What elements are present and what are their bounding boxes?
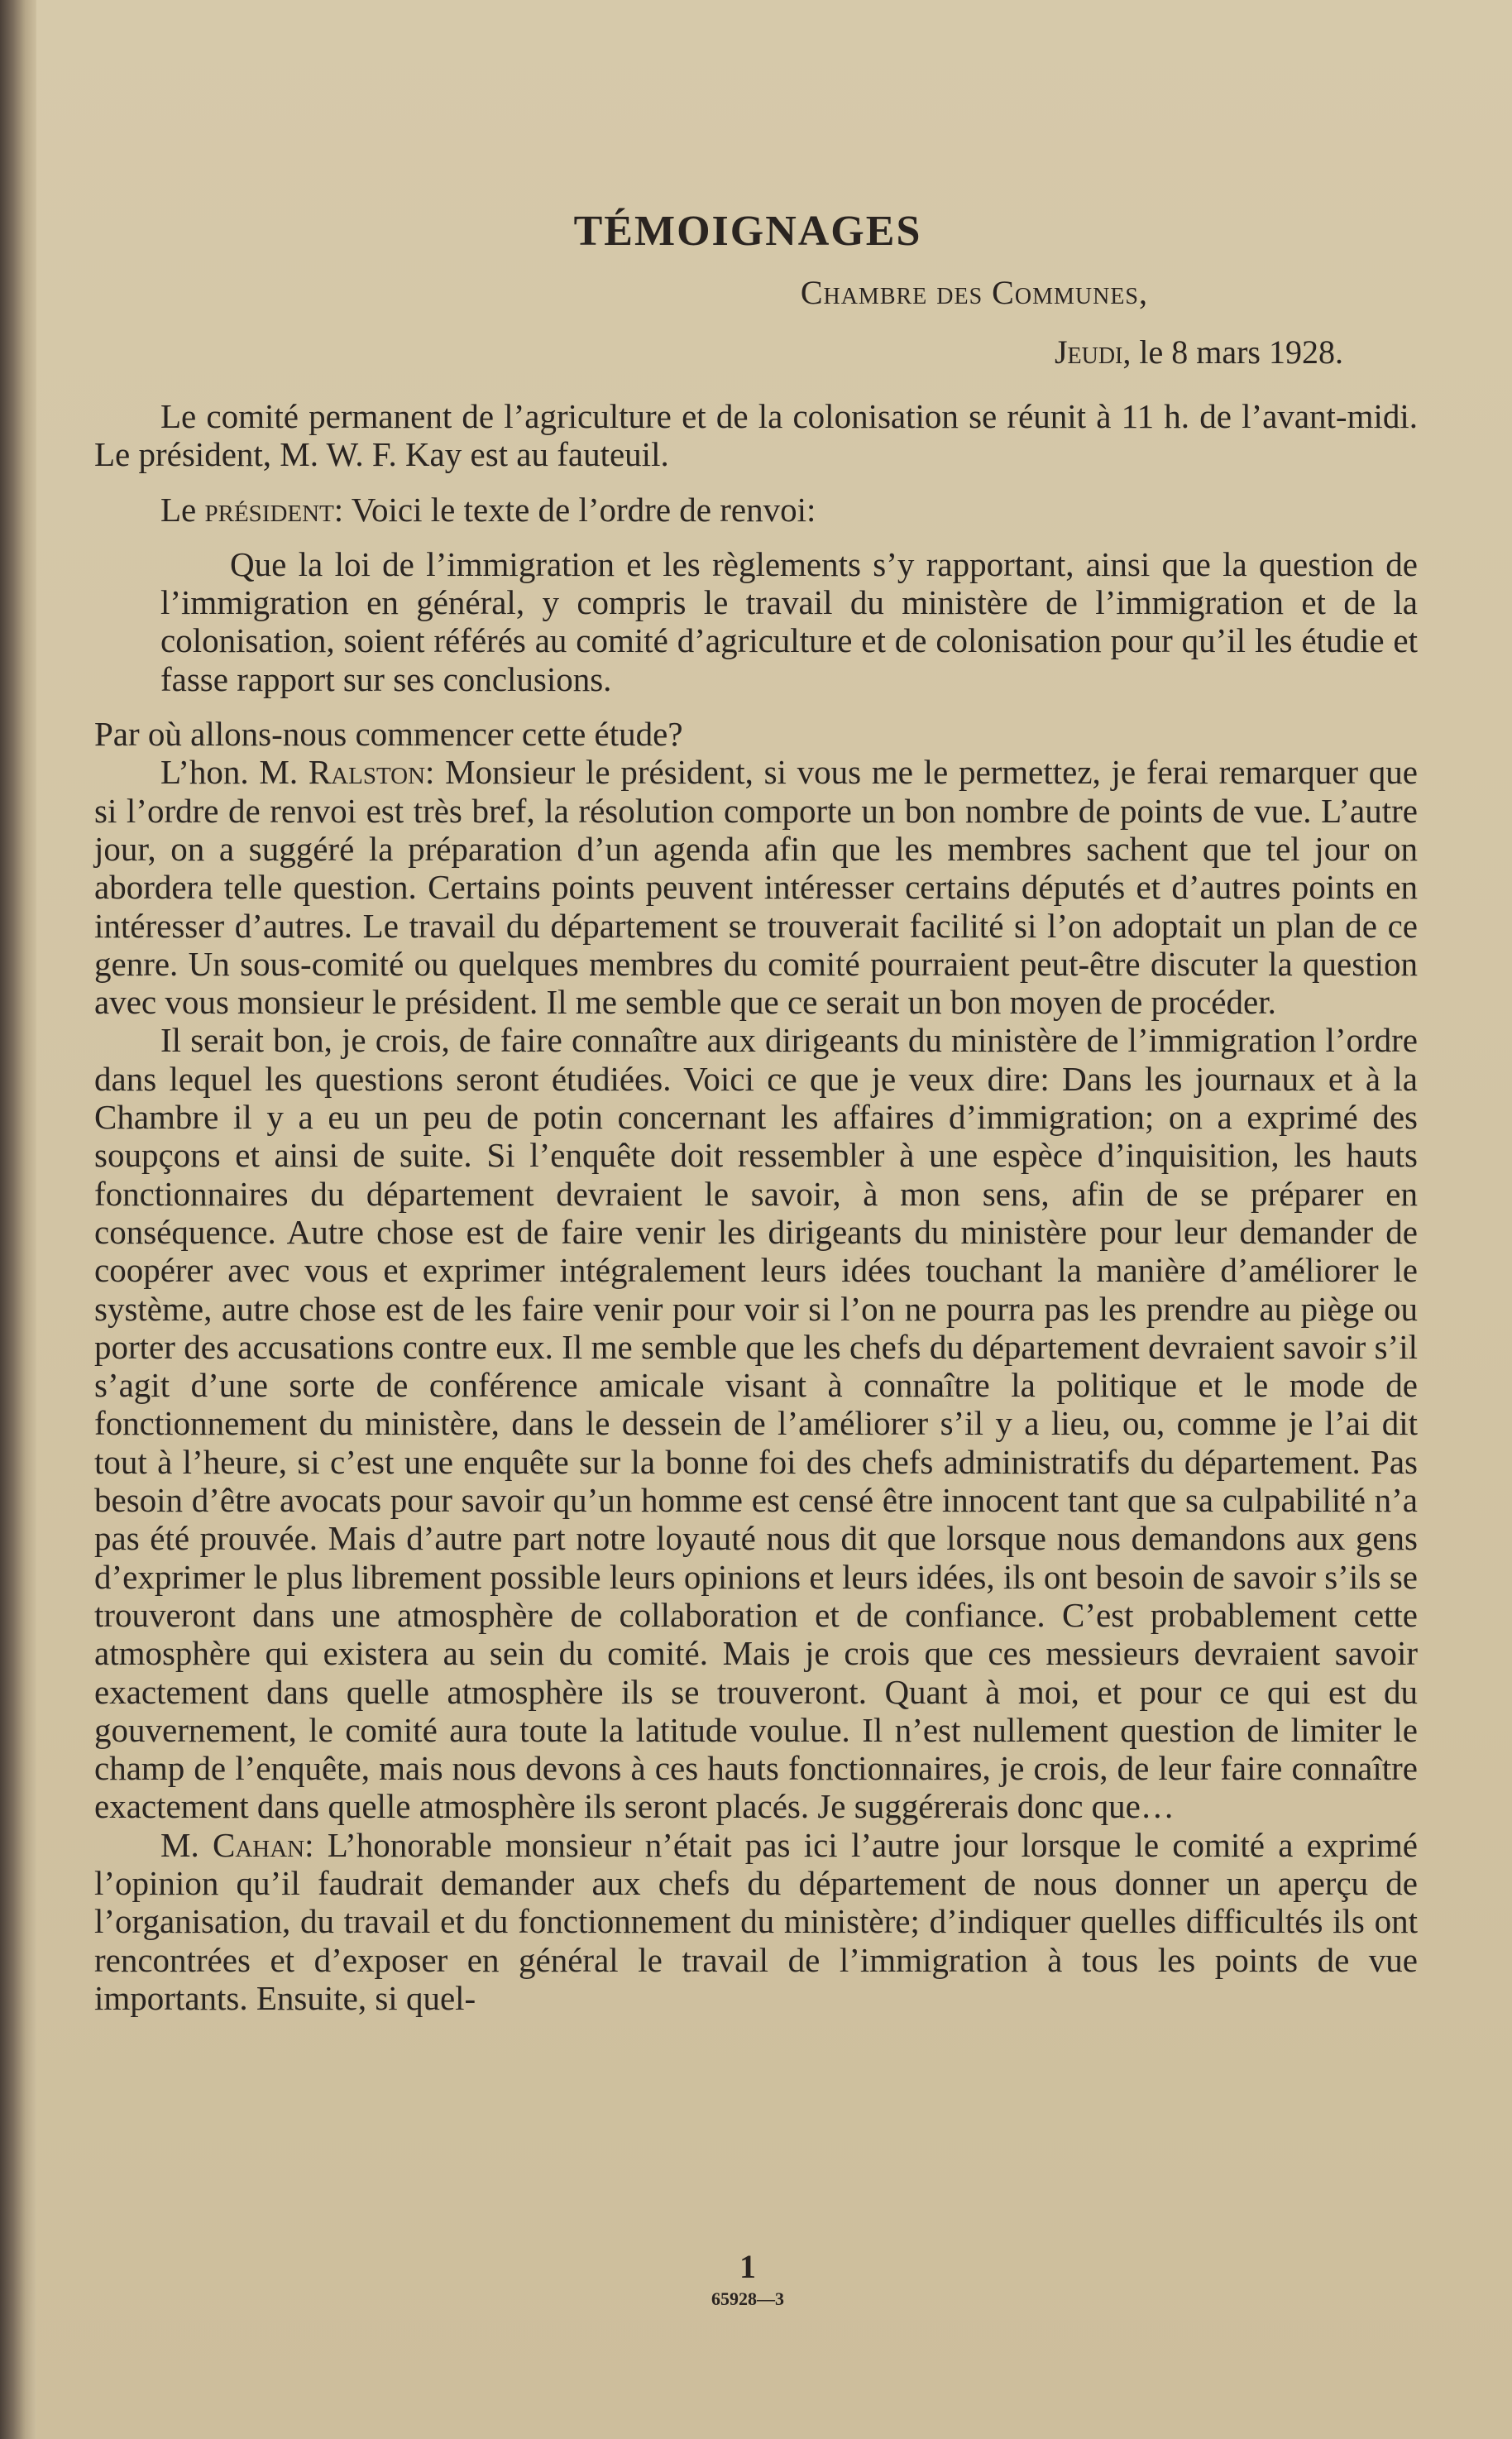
chamber-heading: Chambre des Communes, (800, 274, 1148, 311)
cahan-text: : L’honorable monsieur n’était pas ici l’autre jour lorsque le comité a exprimé l’opinion qu’il faudrait demander aux chefs du département de nous donner un aperçu de l’organisation, du travail et du fonctionnement du ministère; d’indiquer quelles difficultés ils ont rencontrées et d’exposer en général le travail de l’immigration à tous les points de vue importants. Ensuite, si quel- (94, 1825, 1418, 2017)
print-code: 65928—3 (711, 2288, 784, 2309)
document-page (36, 0, 1512, 2439)
page-number: 1 (739, 2248, 756, 2285)
meeting-date (36, 333, 1459, 371)
opening-paragraph: Le comité permanent de l’agriculture et de la colonisation se réunit à 11 h. de l’avant-midi. Le président, M. W. F. Kay est au fauteuil. (94, 397, 1418, 474)
speaker-ralston: Ralston (308, 753, 426, 792)
page-footer (36, 2249, 1459, 2310)
page-title: TÉMOIGNAGES (573, 208, 922, 255)
president-text: : Voici le texte de l’ordre de renvoi: (333, 490, 816, 529)
body-text (94, 397, 1418, 2017)
cahan-prefix: M. (160, 1825, 213, 1864)
ralston-prefix: L’hon. M. (160, 753, 309, 792)
ralston-paragraph (94, 753, 1418, 1021)
order-of-reference-quote: Que la loi de l’immigration et les règlements s’y rapportant, ainsi que la question de l’immigration en général, y compris le travail du ministère de l’immigration et de la colonisation, soient référés au comité d’agriculture et de colonisation pour qu’il les étudie et fasse rapport sur ses conclusions. (160, 544, 1418, 698)
president-prefix: Le (160, 490, 205, 529)
question-line: Par où allons-nous commencer cette étude? (94, 715, 683, 754)
ralston-text: : Monsieur le président, si vous me le permettez, je ferai remarquer que si l’ordre de renvoi est très bref, la résolution comporte un bon nombre de points de vue. L’autre jour, on a suggéré la préparation d’un agenda afin que les membres sachent que tel jour on abordera telle question. Certains points peuvent intéresser certains députés et d’autres points en intéresser d’autres. Le travail du département se trouverait facilité si l’on adoptait un plan de ce genre. Un sous-comité ou quelques membres du comité pourraient peut-être discuter la question avec vous monsieur le président. Il me semble que ce serait un bon moyen de procéder. (94, 753, 1419, 1022)
cahan-paragraph (94, 1826, 1418, 2017)
book-spine-shadow (0, 0, 36, 2439)
date-day: Jeudi, (1054, 333, 1132, 371)
date-rest: le 8 mars 1928. (1131, 333, 1343, 371)
speaker-cahan: Cahan (212, 1825, 305, 1864)
president-paragraph (94, 491, 1418, 529)
speaker-president: président (204, 490, 334, 529)
ralston-paragraph-2: Il serait bon, je crois, de faire connaître aux dirigeants du ministère de l’immigration l’ordre dans lequel les questions seront étudiées. Voici ce que je veux dire: Dans les journaux et à la Chambre il y a eu un peu de potin concernant les affaires d’immigration; on a exprimé des soupçons et ainsi de suite. Si l’enquête doit ressembler à une espèce d’inquisition, les hauts fonctionnaires du département devraient le savoir, à mon sens, afin de se préparer en conséquence. Autre chose est de faire venir les dirigeants du ministère pour leur demander de coopérer avec vous et exprimer intégralement leurs idées touchant la manière d’améliorer le système, autre chose est de les faire venir pour voir si l’on ne pourra pas les prendre au piège ou porter des accusations contre eux. Il me semble que les chefs du département devraient savoir s’il s’agit d’une sorte de conférence amicale visant à connaître la politique et le mode de fonctionnement du ministère, dans le dessein de l’améliorer s’il y a lieu, ou, comme je l’ai dit tout à l’heure, si c’est une enquête sur la bonne foi des chefs administratifs du département. Pas besoin d’être avocats pour savoir qu’un homme est censé être innocent tant que sa culpabilité n’a pas été prouvée. Mais d’autre part notre loyauté nous dit que lorsque nous demandons aux gens d’exprimer le plus librement possible leurs opinions et leurs idées, ils ont besoin de savoir s’ils se trouveront dans une atmosphère de collaboration et de confiance. C’est probablement cette atmosphère qui existera au sein du comité. Mais je crois que ces messieurs devraient savoir exactement dans quelle atmosphère ils se trouveront. Quant à moi, et pour ce qui est du gouvernement, le comité aura toute la latitude voulue. Il n’est nullement question de limiter le champ de l’enquête, mais nous devons à ces hauts fonctionnaires, je crois, de leur faire connaître exactement dans quelle atmosphère ils seront placés. Je suggérerais donc que… (94, 1021, 1418, 1826)
